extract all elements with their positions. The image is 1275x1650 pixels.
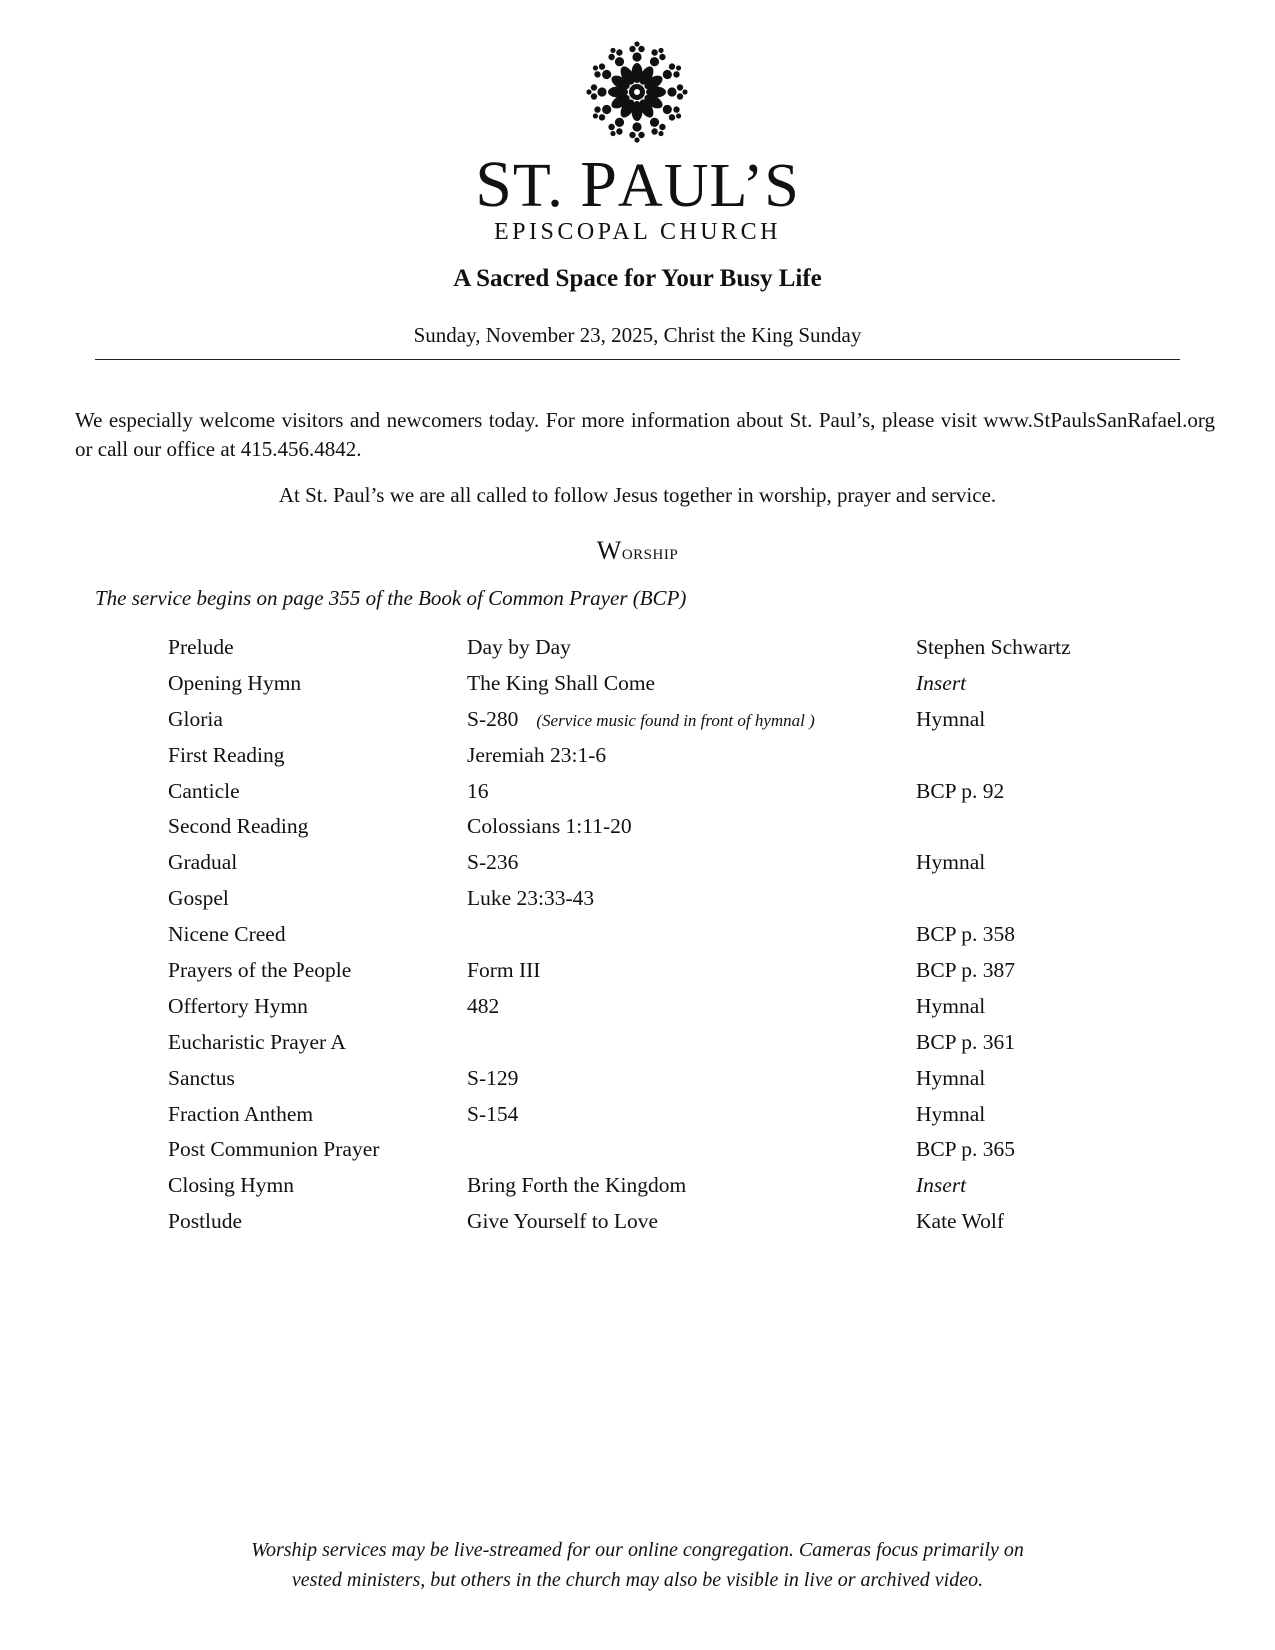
header-divider — [95, 359, 1180, 360]
service-piece-cell — [467, 774, 489, 810]
service-row — [168, 1204, 1168, 1240]
service-source: BCP p. 387 — [916, 958, 1015, 983]
service-source: BCP p. 361 — [916, 1029, 1015, 1054]
org-name — [0, 150, 1275, 221]
service-row — [168, 738, 1168, 774]
org-name-tail: AUL’S — [617, 152, 800, 220]
service-part: Offertory Hymn — [168, 993, 308, 1018]
livestream-notice-line-2: vested ministers, but others in the church may also be visible in live or archived video. — [291, 1569, 984, 1591]
service-piece: Bring Forth the Kingdom — [467, 1173, 687, 1198]
service-piece: Luke 23:33-43 — [467, 886, 595, 911]
service-part: Canticle — [168, 778, 240, 803]
service-part: First Reading — [168, 742, 285, 767]
service-part: Gradual — [168, 850, 238, 875]
service-note: (Service music found in front of hymnal ) — [536, 710, 815, 730]
service-source: Hymnal — [916, 1101, 986, 1126]
service-piece-cell — [467, 1168, 686, 1204]
service-part: Nicene Creed — [168, 922, 286, 947]
service-row — [168, 989, 1168, 1025]
service-piece-cell — [467, 738, 606, 774]
service-source: BCP p. 365 — [916, 1137, 1015, 1162]
service-part: Sanctus — [168, 1065, 235, 1090]
service-source: Hymnal — [916, 993, 986, 1018]
service-piece: 16 — [467, 778, 489, 803]
service-part: Opening Hymn — [168, 670, 302, 695]
service-piece: Form III — [467, 958, 541, 983]
worship-heading — [0, 536, 1275, 567]
service-source: BCP p. 92 — [916, 778, 1005, 803]
service-part: Closing Hymn — [168, 1173, 295, 1198]
service-piece-cell — [467, 845, 518, 881]
service-source: Hymnal — [916, 706, 986, 731]
livestream-notice — [0, 1535, 1275, 1595]
worship-heading-initial: W — [596, 536, 622, 565]
service-piece: S-236 — [467, 850, 519, 875]
service-row — [168, 845, 1168, 881]
service-piece-cell — [467, 809, 632, 845]
service-row — [168, 881, 1168, 917]
service-part: Prelude — [168, 635, 234, 659]
service-piece: 482 — [467, 993, 500, 1018]
service-date: Sunday, November 23, 2025, Christ the King Sunday — [413, 323, 862, 347]
service-piece-cell — [467, 702, 815, 739]
service-part: Fraction Anthem — [168, 1101, 314, 1126]
service-piece: S-280 — [467, 706, 519, 731]
tagline: A Sacred Space for Your Busy Life — [453, 265, 822, 292]
livestream-notice-line-1: Worship services may be live-streamed for our online congregation. Cameras focus primarily on — [251, 1539, 1024, 1561]
org-name-initial-s: S — [475, 148, 513, 221]
service-piece-cell — [467, 1097, 518, 1133]
service-row — [168, 774, 1168, 810]
service-piece-cell — [467, 989, 499, 1025]
service-row — [168, 1168, 1168, 1204]
service-row — [168, 1132, 1168, 1168]
service-piece: Jeremiah 23:1-6 — [467, 742, 607, 767]
service-source: Kate Wolf — [916, 1209, 1005, 1234]
mission-statement: At St. Paul’s we are all called to follow Jesus together in worship, prayer and service. — [278, 483, 997, 507]
service-piece-cell — [467, 666, 655, 702]
service-row — [168, 666, 1168, 702]
order-of-service — [168, 630, 1168, 1240]
service-part: Gloria — [168, 706, 223, 731]
org-name-initial-p: P — [580, 148, 618, 221]
service-piece: The King Shall Come — [467, 670, 656, 695]
service-piece-cell — [467, 1061, 518, 1097]
welcome-text: We especially welcome visitors and newcomers today. For more information about St. Paul’s, please visit www.StPaulsSanRafael.org or call our office at 415.456.4842. — [75, 408, 1215, 461]
service-source: Hymnal — [916, 1065, 986, 1090]
service-piece-cell — [467, 1204, 658, 1240]
service-intro: The service begins on page 355 of the Book of Common Prayer (BCP) — [95, 586, 687, 610]
service-row — [168, 630, 1168, 666]
service-piece: S-129 — [467, 1065, 519, 1090]
service-piece-cell — [467, 881, 594, 917]
service-piece-cell — [467, 630, 571, 666]
service-piece: Colossians 1:11-20 — [467, 814, 632, 839]
service-source: Stephen Schwartz — [916, 635, 1071, 659]
service-source: Insert — [916, 1173, 967, 1198]
service-part: Prayers of the People — [168, 958, 352, 983]
service-part: Gospel — [168, 886, 229, 911]
service-piece: S-154 — [467, 1101, 519, 1126]
org-subtitle: EPISCOPAL CHURCH — [494, 219, 781, 245]
service-part: Eucharistic Prayer A — [168, 1029, 346, 1054]
service-piece-cell — [467, 953, 540, 989]
org-name-part: T. — [512, 152, 581, 220]
worship-heading-rest: orship — [621, 540, 679, 564]
service-part: Second Reading — [168, 814, 309, 839]
rose-window-icon — [585, 40, 689, 144]
service-row — [168, 702, 1168, 738]
service-source: Insert — [916, 670, 967, 695]
service-part: Post Communion Prayer — [168, 1137, 380, 1162]
service-source: BCP p. 358 — [916, 922, 1015, 947]
service-row — [168, 1097, 1168, 1133]
service-row — [168, 809, 1168, 845]
service-piece: Day by Day — [467, 635, 571, 659]
service-row — [168, 917, 1168, 953]
service-piece: Give Yourself to Love — [467, 1209, 659, 1234]
service-part: Postlude — [168, 1209, 243, 1234]
service-row — [168, 1025, 1168, 1061]
service-source: Hymnal — [916, 850, 986, 875]
service-row — [168, 953, 1168, 989]
service-row — [168, 1061, 1168, 1097]
